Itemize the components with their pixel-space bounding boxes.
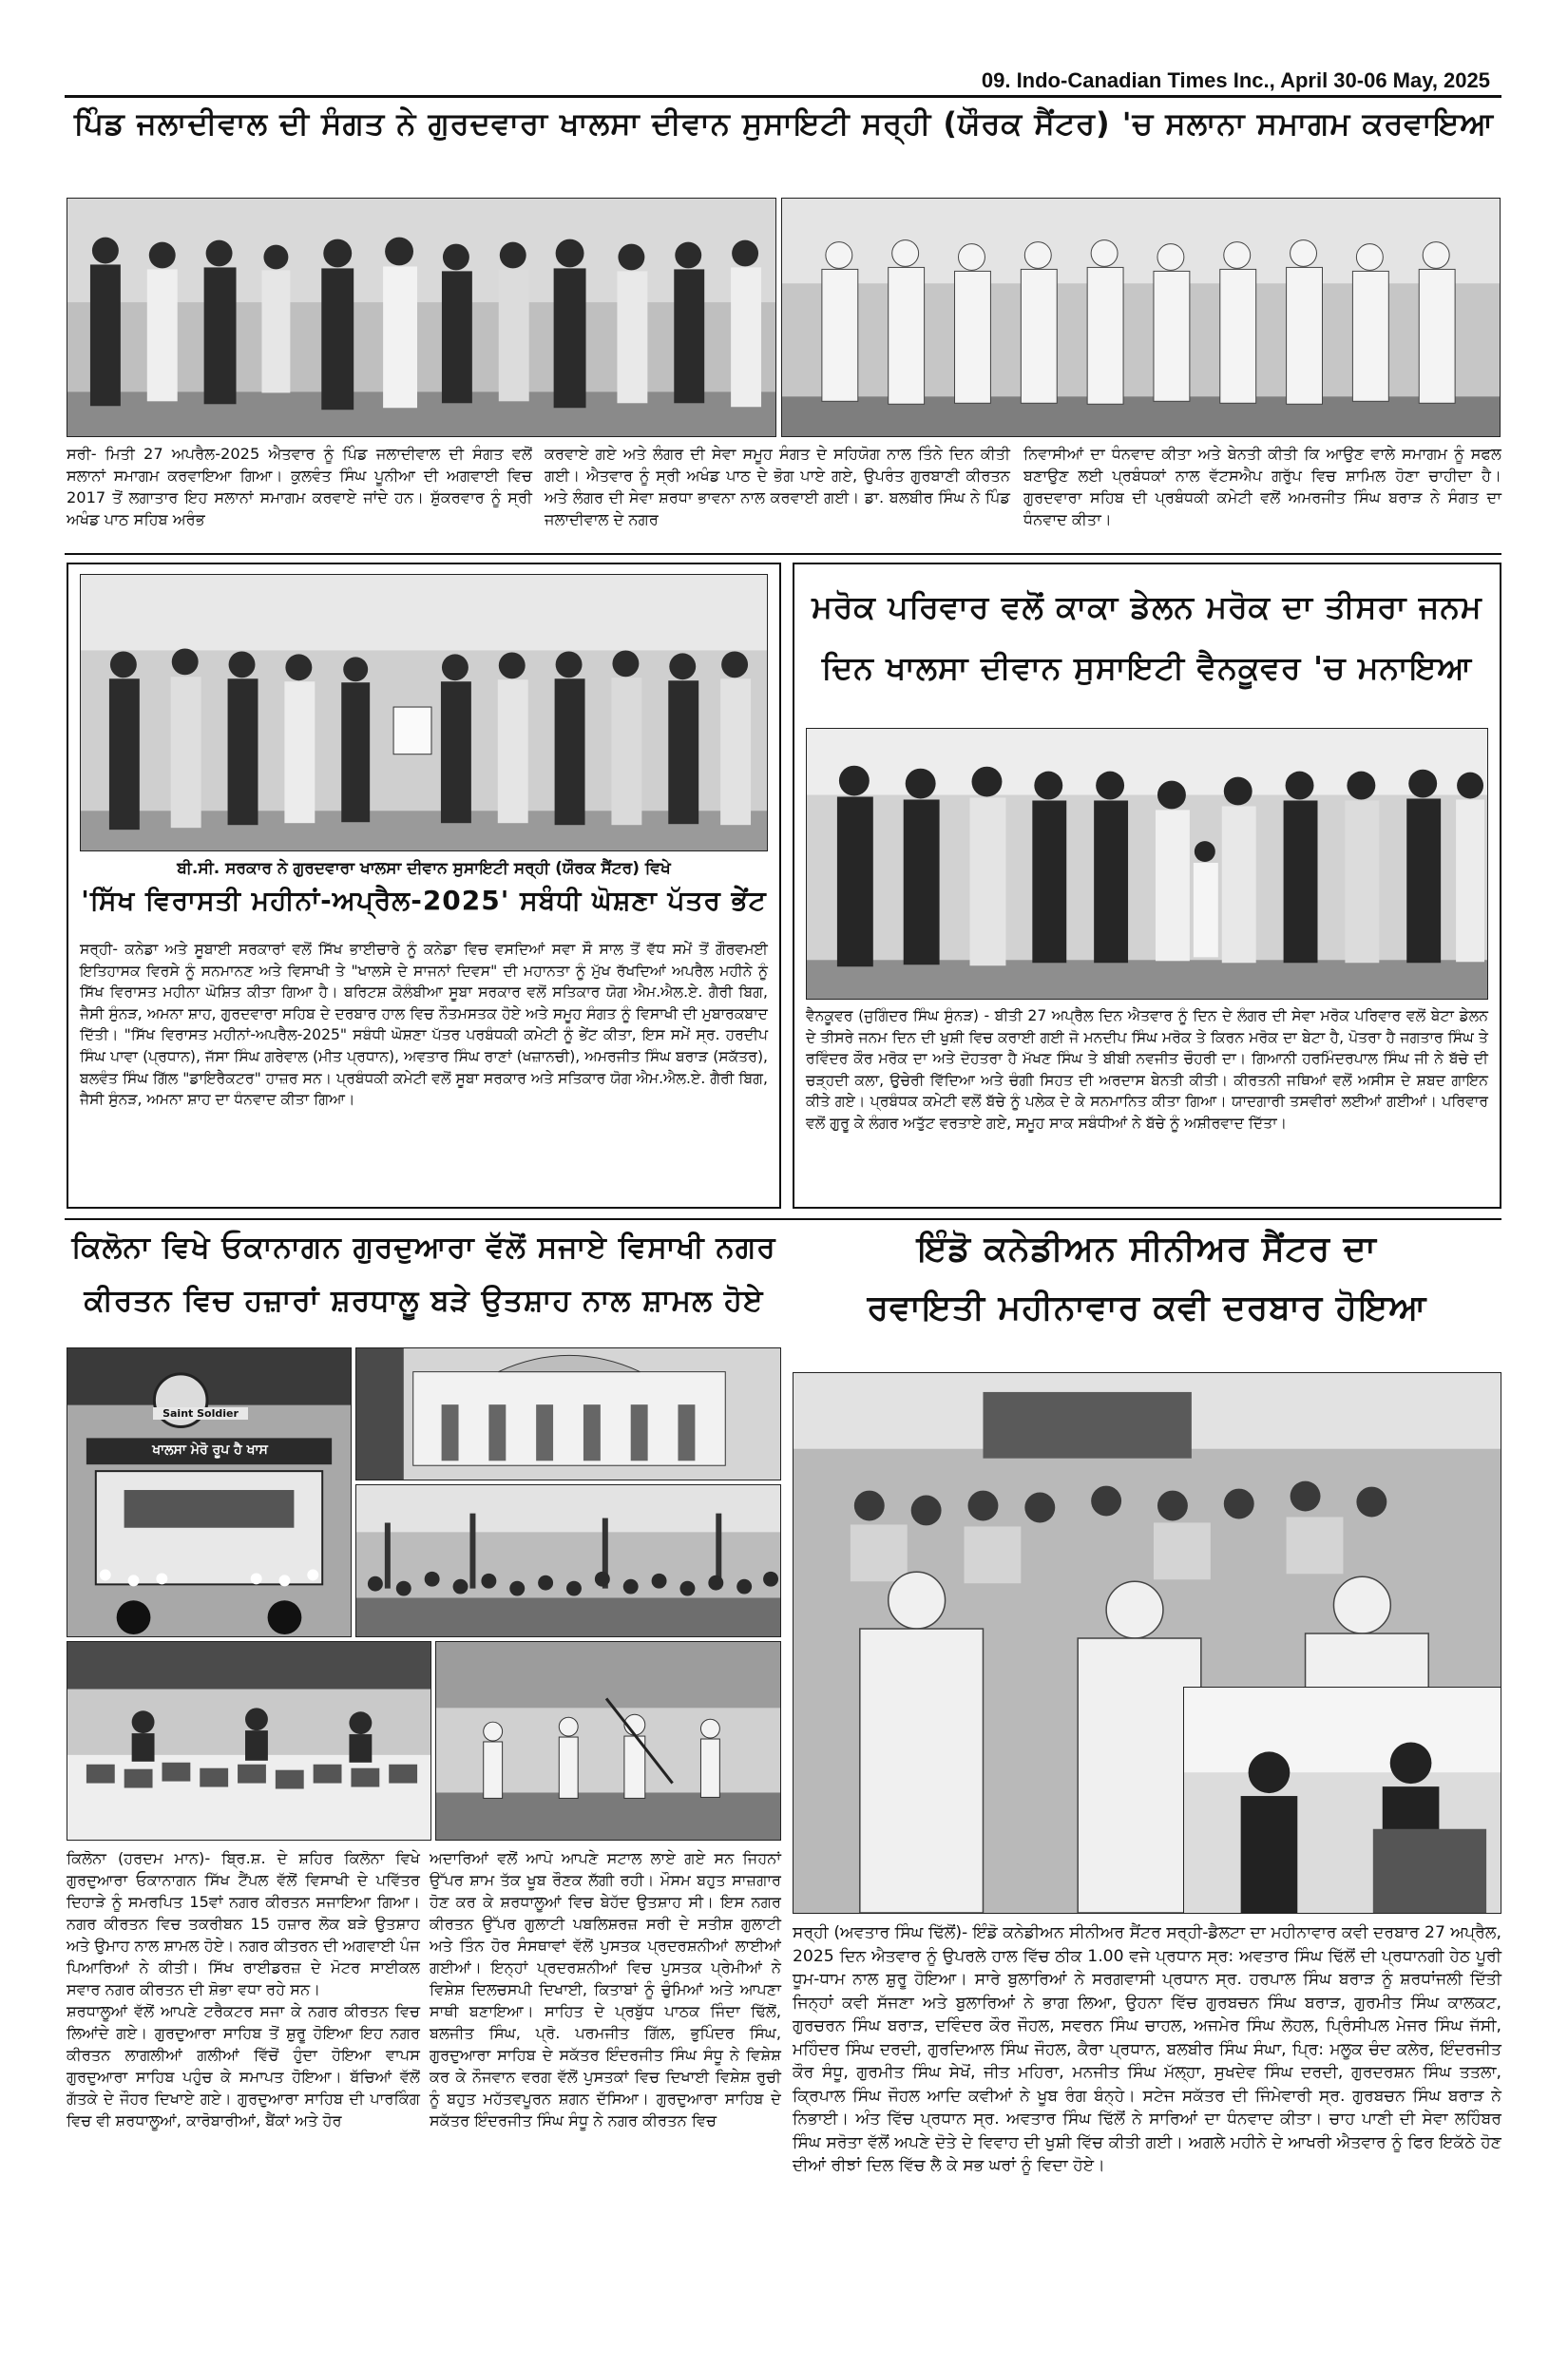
story4-photo-truck (67, 1347, 352, 1637)
story4-headline-line1: ਕਿਲੋਨਾ ਵਿਖੇ ਓਕਾਨਾਗਨ ਗੁਰਦੁਆਰਾ ਵੱਲੋਂ ਸਜਾਏ ਵਿਸਾਖੀ ਨਗਰ (71, 1231, 776, 1265)
story5-headline-line2: ਰਵਾਇਤੀ ਮਹੀਨਾਵਾਰ ਕਵੀ ਦਰਬਾਰ ਹੋਇਆ (867, 1289, 1427, 1327)
story3-body: ਵੈਨਕੂਵਰ (ਜੁਗਿੰਦਰ ਸਿੰਘ ਸੁੰਨੜ) - ਬੀਤੀ 27 ਅਪ੍ਰੈਲ ਦਿਨ ਐਤਵਾਰ ਨੂੰ ਦਿਨ ਦੇ ਲੰਗਰ ਦੀ ਸੇਵਾ ਮਰੋਕ ਪਰਿਵਾਰ ਵਲੋਂ ਬੇਟਾ ਡੇਲਨ ਦੇ ਤੀਸਰੇ ਜਨਮ ਦਿਨ ਦੀ ਖੁਸ਼ੀ ਵਿਚ ਕਰਾਈ ਗਈ ਜੋ ਮਨਦੀਪ ਸਿੰਘ ਮਰੋਕ ਤੇ ਕਿਰਨ ਮਰੋਕ ਦਾ ਬੇਟਾ ਹੈ, ਪੋਤਰਾ ਹੈ ਜਗਤਾਰ ਸਿੰਘ ਤੇ ਰਵਿੰਦਰ ਕੌਰ ਮਰੋਕ ਦਾ ਅਤੇ ਦੋਹਤਰਾ ਹੈ ਮੱਖਣ ਸਿੰਘ ਤੇ ਬੀਬੀ ਨਵਜੀਤ ਚੌਹਰੀ ਦਾ। ਗਿਆਨੀ ਹਰਮਿੰਦਰਪਾਲ ਸਿੰਘ ਜੀ ਨੇ ਬੱਚੇ ਦੀ ਚੜ੍ਹਦੀ ਕਲਾ, ਉਚੇਰੀ ਵਿੱਦਿਆ ਅਤੇ ਚੰਗੀ ਸਿਹਤ ਦੀ ਅਰਦਾਸ ਬੇਨਤੀ ਕੀਤੀ। ਕੀਰਤਨੀ ਜਥਿਆਂ ਵਲੋਂ ਅਸੀਸ ਦੇ ਸ਼ਬਦ ਗਾਇਨ ਕੀਤੇ ਗਏ। ਪ੍ਰਬੰਧਕ ਕਮੇਟੀ ਵਲੋਂ ਬੱਚੇ ਨੂੰ ਪਲੇਕ ਦੇ ਕੇ ਸਨਮਾਨਿਤ ਕੀਤਾ ਗਿਆ। ਯਾਦਗਾਰੀ ਤਸਵੀਰਾਂ ਲਈਆਂ ਗਈਆਂ। ਪਰਿਵਾਰ ਵਲੋਂ ਗੁਰੂ ਕੇ ਲੰਗਰ ਅਤੁੱਟ ਵਰਤਾਏ ਗਏ, ਸਮੂਹ ਸਾਕ ਸਬੰਧੀਆਂ ਨੇ ਬੱਚੇ ਨੂੰ ਅਸ਼ੀਰਵਾਦ ਦਿੱਤਾ। (806, 1007, 1488, 1132)
story1-headline: ਪਿੰਡ ਜਲਾਦੀਵਾਲ ਦੀ ਸੰਗਤ ਨੇ ਗੁਰਦਵਾਰਾ ਖਾਲਸਾ ਦੀਵਾਨ ਸੁਸਾਇਟੀ ਸਰ੍ਹੀ (ਯੌਰਕ ਸੈਂਟਰ) 'ਚ ਸਲਾਨਾ ਸਮਾਗਮ ਕਰਵਾਇਆ (73, 105, 1495, 142)
story3-headline-line2: ਦਿਨ ਖਾਲਸਾ ਦੀਵਾਨ ਸੁਸਾਇਟੀ ਵੈਨਕੂਵਰ 'ਚ ਮਨਾਇਆ (821, 649, 1473, 686)
masthead-rule (65, 95, 1501, 98)
story4-photo-procession (355, 1484, 781, 1637)
story1-bottom-rule (65, 553, 1501, 555)
story3-headline-line1: ਮਰੋਕ ਪਰਿਵਾਰ ਵਲੋਂ ਕਾਕਾ ਡੇਲਨ ਮਰੋਕ ਦਾ ਤੀਸਰਾ ਜਨਮ (812, 588, 1482, 625)
story3-photo-family (806, 728, 1488, 1000)
story2-photo-group (80, 574, 768, 851)
story4-column-1: ਕਿਲੋਨਾ (ਹਰਦਮ ਮਾਨ)- ਬ੍ਰਿ.ਸ਼. ਦੇ ਸ਼ਹਿਰ ਕਿਲੋਨਾ ਵਿਖੇ ਗੁਰਦੁਆਰਾ ਓਕਾਨਾਗਨ ਸਿੱਖ ਟੈਂਪਲ ਵੱਲੋਂ ਵਿਸਾਖੀ ਦੇ ਪਵਿੱਤਰ ਦਿਹਾੜੇ ਨੂੰ ਸਮਰਪਿਤ 15ਵਾਂ ਨਗਰ ਕੀਰਤਨ ਸਜਾਇਆ ਗਿਆ। ਨਗਰ ਕੀਰਤਨ ਵਿਚ ਤਕਰੀਬਨ 15 ਹਜ਼ਾਰ ਲੋਕ ਬੜੇ ਉਤਸ਼ਾਹ ਅਤੇ ਉਮਾਹ ਨਾਲ ਸ਼ਾਮਲ ਹੋਏ। ਨਗਰ ਕੀਤਰਨ ਦੀ ਅਗਵਾਈ ਪੰਜ ਪਿਆਰਿਆਂ ਨੇ ਕੀਤੀ। ਸਿੱਖ ਰਾਈਡਰਜ਼ ਦੇ ਮੋਟਰ ਸਾਈਕਲ ਸਵਾਰ ਨਗਰ ਕੀਰਤਨ ਦੀ ਸ਼ੋਭਾ ਵਧਾ ਰਹੇ ਸਨ। ਸ਼ਰਧਾਲੂਆਂ ਵੱਲੋਂ ਆਪਣੇ ਟਰੈਕਟਰ ਸਜਾ ਕੇ ਨਗਰ ਕੀਰਤਨ ਵਿਚ ਲਿਆਂਦੇ ਗਏ। ਗੁਰਦੁਆਰਾ ਸਾਹਿਬ ਤੋਂ ਸ਼ੁਰੂ ਹੋਇਆ ਇਹ ਨਗਰ ਕੀਰਤਨ ਲਾਗਲੀਆਂ ਗਲੀਆਂ ਵਿੱਚੋਂ ਹੁੰਦਾ ਹੋਇਆ ਵਾਪਸ ਗੁਰਦੁਆਰਾ ਸਾਹਿਬ ਪਹੁੰਚ ਕੇ ਸਮਾਪਤ ਹੋਇਆ। ਬੱਚਿਆਂ ਵੱਲੋਂ ਗੱਤਕੇ ਦੇ ਜੌਹਰ ਦਿਖਾਏ ਗਏ। ਗੁਰਦੁਆਰਾ ਸਾਹਿਬ ਦੀ ਪਾਰਕਿੰਗ ਵਿਚ ਵੀ ਸ਼ਰਧਾਲੂਆਂ, ਕਾਰੋਬਾਰੀਆਂ, ਬੈਂਕਾਂ ਅਤੇ ਹੋਰ (67, 1849, 420, 2129)
story4-photo-book-stall (67, 1641, 431, 1841)
story5-inset-photo (1183, 1687, 1501, 1914)
saint-soldier-badge: Saint Soldier (153, 1407, 248, 1420)
mid-rule (65, 1218, 1501, 1220)
story4-headline-line2: ਕੀਰਤਨ ਵਿਚ ਹਜ਼ਾਰਾਂ ਸ਼ਰਧਾਲੂ ਬੜੇ ਉਤਸ਼ਾਹ ਨਾਲ ਸ਼ਾਮਲ ਹੋਏ (84, 1284, 764, 1318)
story1-column-1: ਸਰੀ- ਮਿਤੀ 27 ਅਪਰੈਲ-2025 ਐਤਵਾਰ ਨੂੰ ਪਿੰਡ ਜਲਾਦੀਵਾਲ ਦੀ ਸੰਗਤ ਵਲੋਂ ਸਲਾਨਾਂ ਸਮਾਗਮ ਕਰਵਾਇਆ ਗਿਆ। ਕੁਲਵੰਤ ਸਿੰਘ ਪੂਨੀਆ ਦੀ ਅਗਵਾਈ ਵਿਚ 2017 ਤੋਂ ਲਗਾਤਾਰ ਇਹ ਸਲਾਨਾਂ ਸਮਾਗਮ ਕਰਵਾਏ ਜਾਂਦੇ ਹਨ। ਸ਼ੁੱਕਰਵਾਰ ਨੂੰ ਸ੍ਰੀ ਅਖੰਡ ਪਾਠ ਸਹਿਬ ਅਰੰਭ (67, 445, 532, 528)
story2-body: ਸਰ੍ਹੀ- ਕਨੇਡਾ ਅਤੇ ਸੂਬਾਈ ਸਰਕਾਰਾਂ ਵਲੋਂ ਸਿੱਖ ਭਾਈਚਾਰੇ ਨੂੰ ਕਨੇਡਾ ਵਿਚ ਵਸਦਿਆਂ ਸਵਾ ਸੌ ਸਾਲ ਤੋਂ ਵੱਧ ਸਮੇਂ ਤੋਂ ਗੌਰਵਮਈ ਇਤਿਹਾਸਕ ਵਿਰਸੇ ਨੂੰ ਸਨਮਾਨਣ ਅਤੇ ਵਿਸਾਖੀ ਤੇ "ਖਾਲਸੇ ਦੇ ਸਾਜਨਾਂ ਦਿਵਸ" ਦੀ ਮਹਾਨਤਾ ਨੂੰ ਮੁੱਖ ਰੱਖਦਿਆਂ ਅਪਰੈਲ ਮਹੀਨੇ ਨੂੰ ਸਿੱਖ ਵਿਰਾਸਤ ਮਹੀਨਾ ਘੋਸ਼ਿਤ ਕੀਤਾ ਗਿਆ ਹੈ। ਬਰਿਟਸ਼ ਕੋਲੰਬੀਆ ਸੂਬਾ ਸਰਕਾਰ ਵਲੋਂ ਸਤਿਕਾਰ ਯੋਗ ਐਮ.ਐਲ.ਏ. ਗੈਰੀ ਬਿਗ, ਜੈਸੀ ਸੁੰਨੜ, ਅਮਨਾ ਸ਼ਾਹ, ਗੁਰਦਵਾਰਾ ਸਹਿਬ ਦੇ ਦਰਬਾਰ ਹਾਲ ਵਿਚ ਨੌਤਮਸਤਕ ਹੋਏ ਅਤੇ ਸਮੂਹ ਸੰਗਤ ਨੂੰ ਵਿਸਾਖੀ ਦੀ ਮੁਬਾਰਕਬਾਦ ਦਿੱਤੀ। "ਸਿੱਖ ਵਿਰਾਸਤ ਮਹੀਨਾਂ-ਅਪਰੈਲ-2025" ਸਬੰਧੀ ਘੋਸ਼ਣਾ ਪੱਤਰ ਪਰਬੰਧਕੀ ਕਮੇਟੀ ਨੂੰ ਭੇਂਟ ਕੀਤਾ, ਇਸ ਸਮੇਂ ਸ੍ਰ. ਹਰਦੀਪ ਸਿੰਘ ਪਾਵਾ (ਪ੍ਰਧਾਨ), ਜੱਸਾ ਸਿੰਘ ਗਰੇਵਾਲ (ਮੀਤ ਪ੍ਰਧਾਨ), ਅਵਤਾਰ ਸਿੰਘ ਰਾਣਾਂ (ਖਜ਼ਾਨਚੀ), ਅਮਰਜੀਤ ਸਿੰਘ ਬਰਾੜ (ਸਕੱਤਰ), ਬਲਵੰਤ ਸਿੰਘ ਗਿੱਲ "ਡਾਇਰੈਕਟਰ" ਹਾਜ਼ਰ ਸਨ। ਪ੍ਰਬੰਧਕੀ ਕਮੇਟੀ ਵਲੋਂ ਸੂਬਾ ਸਰਕਾਰ ਅਤੇ ਸਤਿਕਾਰ ਯੋਗ ਐਮ.ਐਲ.ਏ. ਗੈਰੀ ਬਿਗ, ਜੈਸੀ ਸੁੰਨੜ, ਅਮਨਾ ਸ਼ਾਹ ਦਾ ਧੰਨਵਾਦ ਕੀਤਾ ਗਿਆ। (80, 941, 768, 1109)
story5-photo-seniors (793, 1372, 1501, 1914)
story4-photo-gurdwara (355, 1347, 781, 1480)
masthead: 09. Indo-Canadian Times Inc., April 30-06 May, 2025 (981, 68, 1490, 92)
story5-headline-line1: ਇੰਡੋ ਕਨੇਡੀਅਨ ਸੀਨੀਅਰ ਸੈਂਟਰ ਦਾ (917, 1230, 1377, 1269)
story1-column-2: ਕਰਵਾਏ ਗਏ ਅਤੇ ਲੰਗਰ ਦੀ ਸੇਵਾ ਸਮੂਹ ਸੰਗਤ ਦੇ ਸਹਿਯੋਗ ਨਾਲ ਤਿੰਨੇ ਦਿਨ ਕੀਤੀ ਗਈ। ਐਤਵਾਰ ਨੂੰ ਸ੍ਰੀ ਅਖੰਡ ਪਾਠ ਦੇ ਭੋਗ ਪਾਏ ਗਏ, ਉਪਰੰਤ ਗੁਰਬਾਣੀ ਕੀਰਤਨ ਅਤੇ ਲੰਗਰ ਦੀ ਸੇਵਾ ਸ਼ਰਧਾ ਭਾਵਨਾ ਨਾਲ ਕਰਵਾਈ ਗਈ। ਡਾ. ਬਲਬੀਰ ਸਿੰਘ ਨੇ ਪਿੰਡ ਜਲਾਦੀਵਾਲ ਦੇ ਨਗਰ (545, 445, 1010, 528)
story1-photo-women (781, 198, 1501, 437)
story1-column-3: ਨਿਵਾਸੀਆਂ ਦਾ ਧੰਨਵਾਦ ਕੀਤਾ ਅਤੇ ਬੇਨਤੀ ਕੀਤੀ ਕਿ ਆਉਣ ਵਾਲੇ ਸਮਾਗਮ ਨੂੰ ਸਫਲ ਬਣਾਉਣ ਲਈ ਪ੍ਰਬੰਧਕਾਂ ਨਾਲ ਵੱਟਸਐਪ ਗਰੁੱਪ ਵਿਚ ਸ਼ਾਮਿਲ ਹੋਣਾ ਚਾਹੀਦਾ ਹੈ। ਗੁਰਦਵਾਰਾ ਸਹਿਬ ਦੀ ਪ੍ਰਬੰਧਕੀ ਕਮੇਟੀ ਵਲੋਂ ਅਮਰਜੀਤ ਸਿੰਘ ਬਰਾੜ ਨੇ ਸੰਗਤ ਦਾ ਧੰਨਵਾਦ ਕੀਤਾ। (1023, 445, 1501, 528)
story5-body: ਸਰ੍ਹੀ (ਅਵਤਾਰ ਸਿੰਘ ਢਿੱਲੋਂ)- ਇੰਡੋ ਕਨੇਡੀਅਨ ਸੀਨੀਅਰ ਸੈਂਟਰ ਸਰ੍ਹੀ-ਡੈਲਟਾ ਦਾ ਮਹੀਨਾਵਾਰ ਕਵੀ ਦਰਬਾਰ 27 ਅਪ੍ਰੈਲ, 2025 ਦਿਨ ਐਤਵਾਰ ਨੂੰ ਉਪਰਲੇ ਹਾਲ ਵਿੱਚ ਠੀਕ 1.00 ਵਜੇ ਪ੍ਰਧਾਨ ਸ੍ਰ: ਅਵਤਾਰ ਸਿੰਘ ਢਿੱਲੋਂ ਦੀ ਪ੍ਰਧਾਨਗੀ ਹੇਠ ਪੂਰੀ ਧੂਮ-ਧਾਮ ਨਾਲ ਸ਼ੁਰੂ ਹੋਇਆ। ਸਾਰੇ ਬੁਲਾਰਿਆਂ ਨੇ ਸਰਗਵਾਸੀ ਪ੍ਰਧਾਨ ਸ੍ਰ. ਹਰਪਾਲ ਸਿੰਘ ਬਰਾੜ ਨੂੰ ਸ਼ਰਧਾਂਜਲੀ ਦਿੱਤੀ ਜਿਨ੍ਹਾਂ ਕਵੀ ਸੱਜਣਾ ਅਤੇ ਬੁਲਾਰਿਆਂ ਨੇ ਭਾਗ ਲਿਆ, ਉਹਨਾ ਵਿੱਚ ਗੁਰਬਚਨ ਸਿੰਘ ਬਰਾੜ, ਗੁਰਮੀਤ ਸਿੰਘ ਕਾਲਕਟ, ਗੁਰਚਰਨ ਸਿੰਘ ਬਰਾੜ, ਦਵਿੰਦਰ ਕੌਰ ਜੌਹਲ, ਸਵਰਨ ਸਿੰਘ ਚਾਹਲ, ਅਜਮੇਰ ਸਿੰਘ ਲੋਹਲ, ਪ੍ਰਿੰਸੀਪਲ ਮੇਜਰ ਸਿੰਘ ਜੱਸੀ, ਮਹਿੰਦਰ ਸਿੰਘ ਦਰਦੀ, ਗੁਰਦਿਆਲ ਸਿੰਘ ਜੌਹਲ, ਕੈਰਾ ਪ੍ਰਧਾਨ, ਬਲਬੀਰ ਸਿੰਘ ਸੰਘਾ, ਪ੍ਰਿ: ਮਲੂਕ ਚੰਦ ਕਲੇਰ, ਇੰਦਰਜੀਤ ਕੌਰ ਸੰਧੂ, ਗੁਰਮੀਤ ਸਿੰਘ ਸੇਖੋਂ, ਜੀਤ ਮਹਿਰਾ, ਮਨਜੀਤ ਸਿੰਘ ਮੱਲ੍ਹਾ, ਸੁਖਦੇਵ ਸਿੰਘ ਦਰਦੀ, ਗੁਰਦਰਸ਼ਨ ਸਿੰਘ ਤਤਲਾ, ਕ੍ਰਿਪਾਲ ਸਿੰਘ ਜੌਹਲ ਆਦਿ ਕਵੀਆਂ ਨੇ ਖੂਬ ਰੰਗ ਬੰਨ੍ਹੇ। ਸਟੇਜ ਸਕੱਤਰ ਦੀ ਜਿੰਮੇਵਾਰੀ ਸ੍ਰ. ਗੁਰਬਚਨ ਸਿੰਘ ਬਰਾੜ ਨੇ ਨਿਭਾਈ। ਅੰਤ ਵਿੱਚ ਪ੍ਰਧਾਨ ਸ੍ਰ. ਅਵਤਾਰ ਸਿੰਘ ਢਿੱਲੋਂ ਨੇ ਸਾਰਿਆਂ ਦਾ ਧੰਨਵਾਦ ਕੀਤਾ। ਚਾਹ ਪਾਣੀ ਦੀ ਸੇਵਾ ਲਹਿੰਬਰ ਸਿੰਘ ਸਰੋਤਾ ਵੱਲੋਂ ਅਪਣੇ ਦੋਤੇ ਦੇ ਵਿਵਾਹ ਦੀ ਖੁਸ਼ੀ ਵਿੱਚ ਕੀਤੀ ਗਈ। ਅਗਲੇ ਮਹੀਨੇ ਦੇ ਆਖਰੀ ਐਤਵਾਰ ਨੂੰ ਫਿਰ ਇਕੱਠੇ ਹੋਣ ਦੀਆਂ ਰੀਝਾਂ ਦਿਲ ਵਿੱਚ ਲੈ ਕੇ ਸਭ ਘਰਾਂ ਨੂੰ ਵਿਦਾ ਹੋਏ। (793, 1923, 1501, 2175)
story2-headline: 'ਸਿੱਖ ਵਿਰਾਸਤੀ ਮਹੀਨਾਂ-ਅਪ੍ਰੈਲ-2025' ਸਬੰਧੀ ਘੋਸ਼ਣਾ ਪੱਤਰ ਭੇਂਟ (81, 885, 767, 916)
story1-photo-men (67, 198, 776, 437)
story4-column-2: ਅਦਾਰਿਆਂ ਵਲੋਂ ਆਪੋ ਆਪਣੇ ਸਟਾਲ ਲਾਏ ਗਏ ਸਨ ਜਿਹਨਾਂ ਉੱਪਰ ਸ਼ਾਮ ਤੱਕ ਖੂਬ ਰੌਣਕ ਲੱਗੀ ਰਹੀ। ਮੌਸਮ ਬਹੁਤ ਸਾਜ਼ਗਾਰ ਹੋਣ ਕਰ ਕੇ ਸ਼ਰਧਾਲੂਆਂ ਵਿਚ ਬੇਹੱਦ ਉਤਸ਼ਾਹ ਸੀ। ਇਸ ਨਗਰ ਕੀਰਤਨ ਉੱਪਰ ਗੁਲਾਟੀ ਪਬਲਿਸ਼ਰਜ਼ ਸਰੀ ਦੇ ਸਤੀਸ਼ ਗੁਲਾਟੀ ਅਤੇ ਤਿੰਨ ਹੋਰ ਸੰਸਥਾਵਾਂ ਵੱਲੋਂ ਪੁਸਤਕ ਪ੍ਰਦਰਸ਼ਨੀਆਂ ਲਾਈਆਂ ਗਈਆਂ। ਇਨ੍ਹਾਂ ਪ੍ਰਦਰਸ਼ਨੀਆਂ ਵਿਚ ਪੁਸਤਕ ਪ੍ਰੇਮੀਆਂ ਨੇ ਵਿਸ਼ੇਸ਼ ਦਿਲਚਸਪੀ ਦਿਖਾਈ, ਕਿਤਾਬਾਂ ਨੂੰ ਚੁੰਮਿਆਂ ਅਤੇ ਆਪਣਾ ਸਾਥੀ ਬਣਾਇਆ। ਸਾਹਿਤ ਦੇ ਪ੍ਰਬੁੱਧ ਪਾਠਕ ਜਿੰਦਾ ਢਿੱਲੋਂ, ਬਲਜੀਤ ਸਿੰਘ, ਪ੍ਰੋ. ਪਰਮਜੀਤ ਗਿੱਲ, ਭੁਪਿੰਦਰ ਸਿੰਘ, ਗੁਰਦੁਆਰਾ ਸਾਹਿਬ ਦੇ ਸਕੱਤਰ ਇੰਦਰਜੀਤ ਸਿੰਘ ਸੰਧੂ ਨੇ ਵਿਸ਼ੇਸ਼ ਕਰ ਕੇ ਨੌਜਵਾਨ ਵਰਗ ਵੱਲੋਂ ਪੁਸਤਕਾਂ ਵਿਚ ਦਿਖਾਈ ਵਿਸ਼ੇਸ਼ ਰੁਚੀ ਨੂੰ ਬਹੁਤ ਮਹੱਤਵਪੂਰਨ ਸ਼ਗਨ ਦੱਸਿਆ। ਗੁਰਦੁਆਰਾ ਸਾਹਿਬ ਦੇ ਸਕੱਤਰ ਇੰਦਰਜੀਤ ਸਿੰਘ ਸੰਧੂ ਨੇ ਨਗਰ ਕੀਰਤਨ ਵਿਚ (430, 1849, 781, 2129)
truck-banner-text: ਖਾਲਸਾ ਮੇਰੋ ਰੂਪ ਹੈ ਖਾਸ (152, 1442, 268, 1458)
story2-kicker: ਬੀ.ਸੀ. ਸਰਕਾਰ ਨੇ ਗੁਰਦਵਾਰਾ ਖਾਲਸਾ ਦੀਵਾਨ ਸੁਸਾਇਟੀ ਸਰ੍ਹੀ (ਯੌਰਕ ਸੈਂਟਰ) ਵਿਖੇ (177, 859, 671, 878)
story4-photo-gatka (435, 1641, 781, 1841)
